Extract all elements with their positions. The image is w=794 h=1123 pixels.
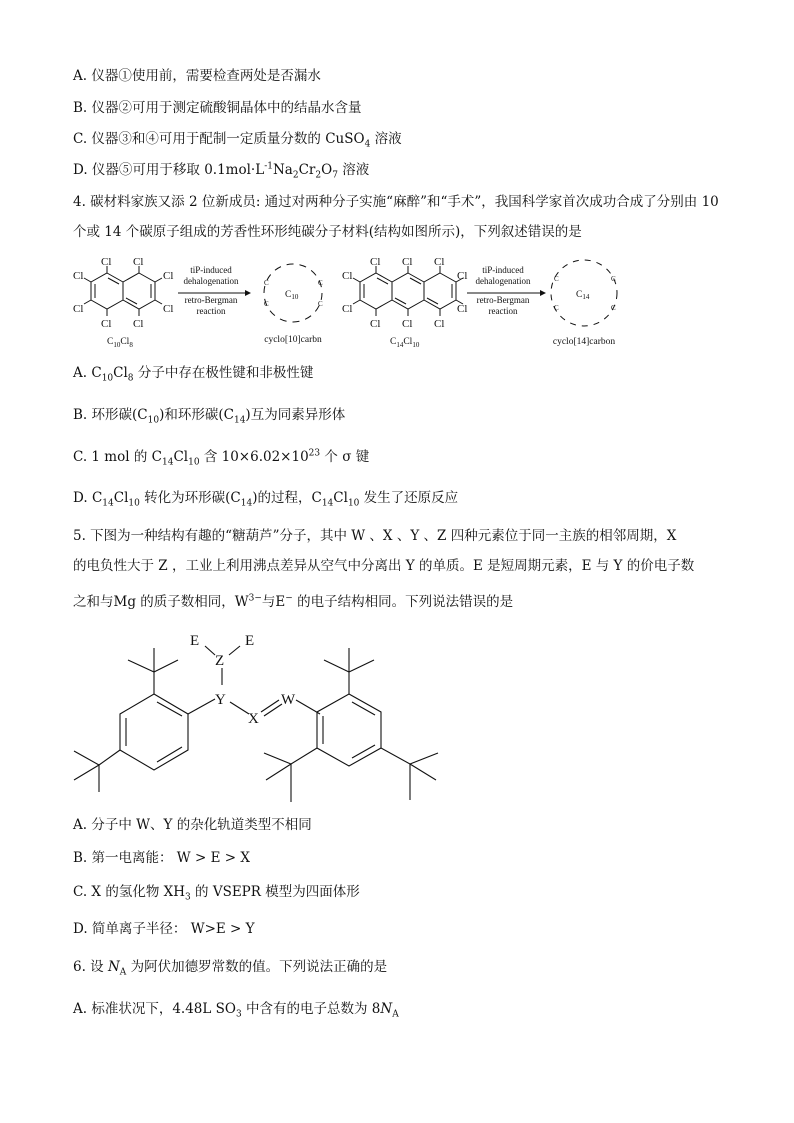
cl-label: Cl: [133, 318, 144, 330]
arrow1-text-line3: retro-Bergman: [184, 295, 238, 305]
atom-e-right: E: [245, 633, 255, 649]
cl-label: Cl: [73, 303, 84, 315]
q3-option-d: D. 仪器⑤可用于移取 $0.1mol\cdot L^{-1}Na_2Cr_2O_7$ 溶液: [73, 161, 370, 181]
q6-stem: 6. 设 $N_A$ 为阿伏加德罗常数的值。下列说法正确的是: [73, 959, 388, 978]
cl-label: Cl: [434, 256, 445, 268]
cl-label: Cl: [370, 256, 381, 268]
cl-label: Cl: [163, 270, 174, 282]
cl-label: Cl: [342, 270, 353, 282]
ring-atom-label: C: [264, 300, 269, 308]
ring2-center-label: $C_{14}$: [576, 290, 590, 301]
ring1-center-label: $C_{10}$: [285, 290, 299, 301]
arrow1-text-line2: dehalogenation: [183, 276, 239, 286]
ring-atom-label: C: [554, 275, 559, 283]
q4-option-c: C. 1 mol 的 $C_{14}Cl_{10}$ 含 $10\times 6.02\times 10^{23}$ 个 σ 键: [73, 448, 370, 468]
arrow2-text-line1: tiP-induced: [482, 265, 524, 275]
ring1-name: cyclo[10]carbn: [264, 335, 322, 345]
arrow2-text-line2: dehalogenation: [475, 276, 531, 286]
q5-stem-line1: 5. 下图为一种结构有趣的“糖葫芦”分子，其中 W 、X 、Y 、Z 四种元素位于同一主族的相邻周期，X: [73, 528, 677, 544]
q4-stem-line2: 个或 14 个碳原子组成的芳香性环形纯碳分子材料(结构如图所示)，下列叙述错误的是: [73, 224, 582, 240]
q5-stem-line2: 的电负性大于 Z ，工业上利用沸点差异从空气中分离出 Y 的单质。E 是短周期元素，E 与 Y 的价电子数: [73, 558, 695, 574]
atom-z: Z: [215, 653, 225, 669]
arrow1-text-line1: tiP-induced: [190, 265, 232, 275]
arrow1-text-line4: reaction: [196, 306, 226, 316]
cl-label: Cl: [101, 318, 112, 330]
cl-label: Cl: [101, 256, 112, 268]
q3-option-a: A. 仪器①使用前，需要检查两处是否漏水: [73, 68, 321, 84]
ring-atom-label: C: [611, 304, 616, 312]
arrow2-text-line3: retro-Bergman: [476, 295, 530, 305]
cl-label: Cl: [457, 270, 468, 282]
anthracene-formula: $C_{14}Cl_{10}$: [390, 337, 420, 349]
ring-atom-label: C: [611, 275, 616, 283]
q4-stem-line1: 4. 碳材料家族又添 2 位新成员: 通过对两种分子实施“麻醉”和“手术”，我国科学家首次成功合成了分别由 10: [73, 194, 719, 210]
q5-stem-line3: 之和与Mg 的质子数相同，$W^{3-}$与E− 的电子结构相同。下列说法错误的是: [73, 593, 514, 610]
cl-label: Cl: [163, 303, 174, 315]
cl-label: Cl: [434, 318, 445, 330]
arrow2-text-line4: reaction: [488, 306, 518, 316]
q6-option-a: A. 标准状况下，4.48L $SO_3$ 中含有的电子总数为 $8N_A$: [73, 1001, 399, 1020]
q4-option-a: A. $C_{10}Cl_8$ 分子中存在极性键和非极性键: [73, 365, 314, 384]
ring-atom-label: C: [318, 300, 323, 308]
atom-e-left: E: [190, 633, 200, 649]
atom-w: W: [281, 692, 296, 708]
q4-option-d: D. $C_{14}Cl_{10}$ 转化为环形碳$(C_{14})$的过程，$C_{14}Cl_{10}$ 发生了还原反应: [73, 490, 459, 509]
ring-atom-label: C: [554, 304, 559, 312]
atom-y: Y: [215, 692, 226, 708]
q4-reaction-figure: [0, 0, 794, 350]
q5-molecule-figure: [0, 620, 794, 810]
q5-option-b: B. 第一电离能： W > E > X: [73, 850, 250, 866]
atom-x: X: [248, 711, 259, 727]
ring2-name: cyclo[14]carbon: [552, 337, 616, 347]
cl-label: Cl: [133, 256, 144, 268]
q3-option-b: B. 仪器②可用于测定硫酸铜晶体中的结晶水含量: [73, 100, 362, 116]
ring-atom-label: C: [318, 279, 323, 287]
cl-label: Cl: [402, 256, 413, 268]
naphthalene-formula: $C_{10}Cl_8$: [107, 337, 133, 349]
q3-option-c: C. 仪器③和④可用于配制一定质量分数的 CuSO$_4$ 溶液: [73, 131, 402, 150]
cl-label: Cl: [402, 318, 413, 330]
ring-atom-label: C: [264, 279, 269, 287]
q5-option-a: A. 分子中 W、Y 的杂化轨道类型不相同: [73, 817, 312, 833]
cl-label: Cl: [457, 303, 468, 315]
cl-label: Cl: [73, 270, 84, 282]
cl-label: Cl: [370, 318, 381, 330]
q4-option-b: B. 环形碳$(C_{10})$和环形碳$(C_{14})$互为同素异形体: [73, 407, 346, 426]
q5-option-c: C. X 的氢化物 $XH_3$ 的 VSEPR 模型为四面体形: [73, 884, 360, 903]
cl-label: Cl: [342, 303, 353, 315]
q5-option-d: D. 简单离子半径： W>E > Y: [73, 921, 255, 937]
